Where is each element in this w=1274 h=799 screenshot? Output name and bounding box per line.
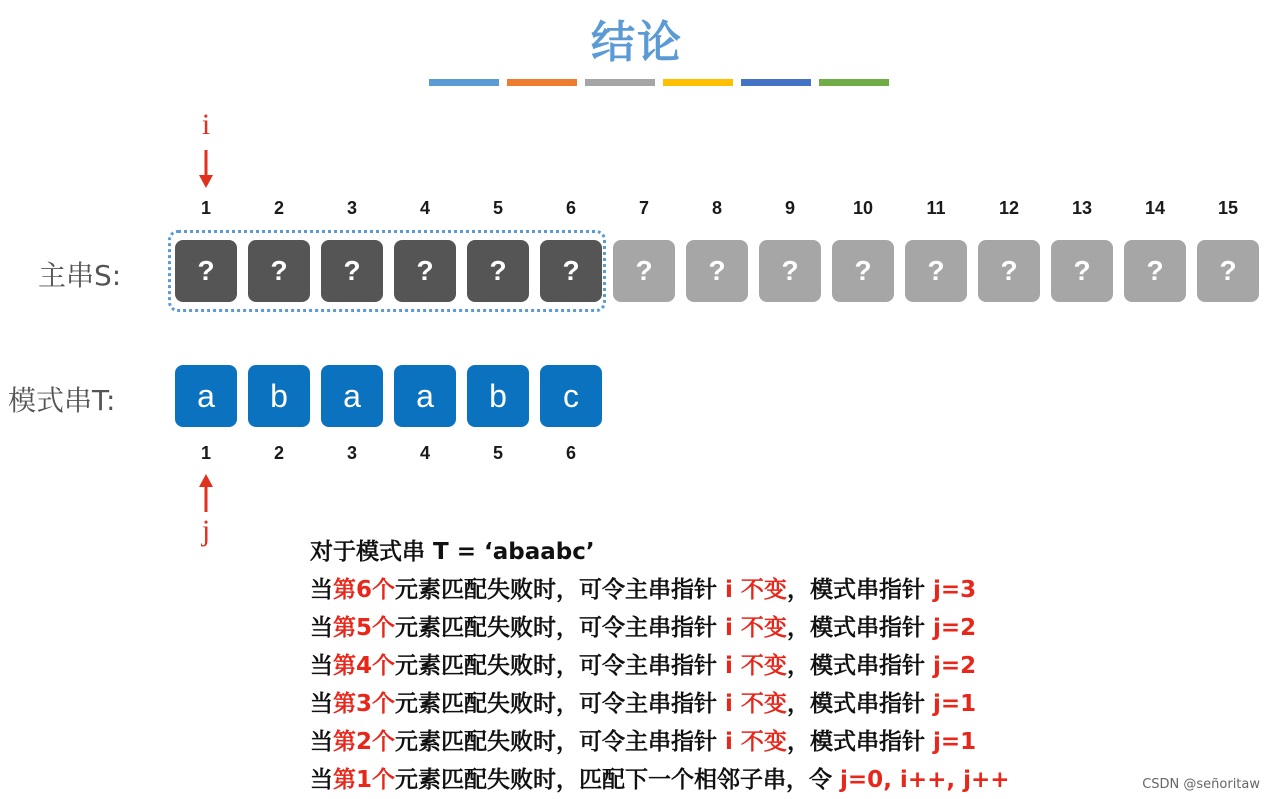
line-result: j=1 <box>932 729 977 755</box>
main-index-label: 4 <box>419 198 430 218</box>
pointer-j-arrow <box>196 472 216 514</box>
main-index-label: 8 <box>711 198 722 218</box>
line-post: ，模式串指针 <box>786 653 933 679</box>
line-prefix: 当 <box>310 729 333 755</box>
pattern-cell: c <box>540 365 602 427</box>
page-title: 结论 <box>591 17 683 68</box>
line-post: ，模式串指针 <box>786 615 933 641</box>
main-string-cell: ? <box>978 240 1040 302</box>
main-string-cell: ? <box>540 240 602 302</box>
main-string-cell: ? <box>1124 240 1186 302</box>
line-position: 第6个 <box>333 577 396 603</box>
main-index-label: 14 <box>1144 198 1166 218</box>
credit-watermark: CSDN @señoritaw <box>1142 777 1260 792</box>
line-i-unchanged: i 不变 <box>725 577 787 603</box>
main-string-cell: ? <box>321 240 383 302</box>
main-index-label: 9 <box>784 198 795 218</box>
main-index-label: 6 <box>565 198 576 218</box>
conclusion-line <box>310 723 1010 761</box>
conclusion-text <box>310 533 1010 799</box>
main-string-cell: ? <box>248 240 310 302</box>
pointer-i-arrow <box>196 148 216 190</box>
main-string-cell: ? <box>759 240 821 302</box>
line-result: j=2 <box>932 615 977 641</box>
main-index-label: 13 <box>1071 198 1093 218</box>
line-position: 第5个 <box>333 615 396 641</box>
pattern-cell: a <box>175 365 237 427</box>
main-string-cell: ? <box>467 240 529 302</box>
line-post: ，模式串指针 <box>786 691 933 717</box>
line-middle: 元素匹配失败时，可令主串指针 <box>395 729 726 755</box>
title-bar-segment <box>819 79 889 86</box>
main-index-label: 12 <box>998 198 1020 218</box>
conclusion-line <box>310 647 1010 685</box>
main-index-label: 10 <box>852 198 874 218</box>
line-prefix: 当 <box>310 767 333 793</box>
line-position: 第1个 <box>333 767 396 793</box>
line-prefix: 当 <box>310 577 333 603</box>
pattern-cell: b <box>467 365 529 427</box>
line-i-unchanged: i 不变 <box>725 615 787 641</box>
main-string-cell: ? <box>1051 240 1113 302</box>
pattern-index-label: 6 <box>565 443 576 463</box>
title-bar-segment <box>429 79 499 86</box>
line-position: 第3个 <box>333 691 396 717</box>
line-result: j=2 <box>932 653 977 679</box>
main-string-cell: ? <box>394 240 456 302</box>
main-string-cell: ? <box>175 240 237 302</box>
pattern-cell: a <box>394 365 456 427</box>
pattern-index-label: 4 <box>419 443 430 463</box>
pattern-index-label: 3 <box>346 443 357 463</box>
main-string-cell: ? <box>686 240 748 302</box>
line-prefix: 当 <box>310 653 333 679</box>
line-position: 第2个 <box>333 729 396 755</box>
pointer-i-label: i <box>201 108 211 141</box>
conclusion-line <box>310 761 1010 799</box>
main-index-label: 2 <box>273 198 284 218</box>
pattern-cell: a <box>321 365 383 427</box>
main-string-cell: ? <box>832 240 894 302</box>
pointer-j-label: j <box>201 514 211 547</box>
main-index-label: 3 <box>346 198 357 218</box>
main-string-cell: ? <box>1197 240 1259 302</box>
line-result: j=1 <box>932 691 977 717</box>
main-index-label: 5 <box>492 198 503 218</box>
conclusion-line <box>310 685 1010 723</box>
title-bar-segment <box>585 79 655 86</box>
line-prefix: 当 <box>310 615 333 641</box>
line-post: ，模式串指针 <box>786 577 933 603</box>
conclusion-line <box>310 571 1010 609</box>
line-middle: 元素匹配失败时，匹配下一个相邻子串，令 <box>395 767 841 793</box>
line-result: j=0, i++, j++ <box>840 767 1010 793</box>
line-post: ，模式串指针 <box>786 729 933 755</box>
main-index-label: 15 <box>1217 198 1239 218</box>
pattern-label: 模式串T: <box>8 384 116 417</box>
pattern-index-label: 5 <box>492 443 503 463</box>
line-middle: 元素匹配失败时，可令主串指针 <box>395 691 726 717</box>
conclusion-heading: 对于模式串 T = ‘abaabc’ <box>310 539 595 565</box>
line-i-unchanged: i 不变 <box>725 691 787 717</box>
line-i-unchanged: i 不变 <box>725 653 787 679</box>
main-string-cell: ? <box>905 240 967 302</box>
main-string-cell: ? <box>613 240 675 302</box>
line-result: j=3 <box>932 577 977 603</box>
main-index-label: 7 <box>638 198 649 218</box>
line-prefix: 当 <box>310 691 333 717</box>
line-middle: 元素匹配失败时，可令主串指针 <box>395 653 726 679</box>
main-string-label: 主串S: <box>38 259 122 292</box>
title-bar-segment <box>741 79 811 86</box>
line-i-unchanged: i 不变 <box>725 729 787 755</box>
main-index-label: 11 <box>926 198 946 218</box>
pattern-index-label: 1 <box>200 443 211 463</box>
line-position: 第4个 <box>333 653 396 679</box>
line-middle: 元素匹配失败时，可令主串指针 <box>395 615 726 641</box>
main-index-label: 1 <box>200 198 211 218</box>
title-bar-segment <box>663 79 733 86</box>
line-middle: 元素匹配失败时，可令主串指针 <box>395 577 726 603</box>
pattern-cell: b <box>248 365 310 427</box>
pattern-index-label: 2 <box>273 443 284 463</box>
conclusion-line <box>310 609 1010 647</box>
title-bar-segment <box>507 79 577 86</box>
